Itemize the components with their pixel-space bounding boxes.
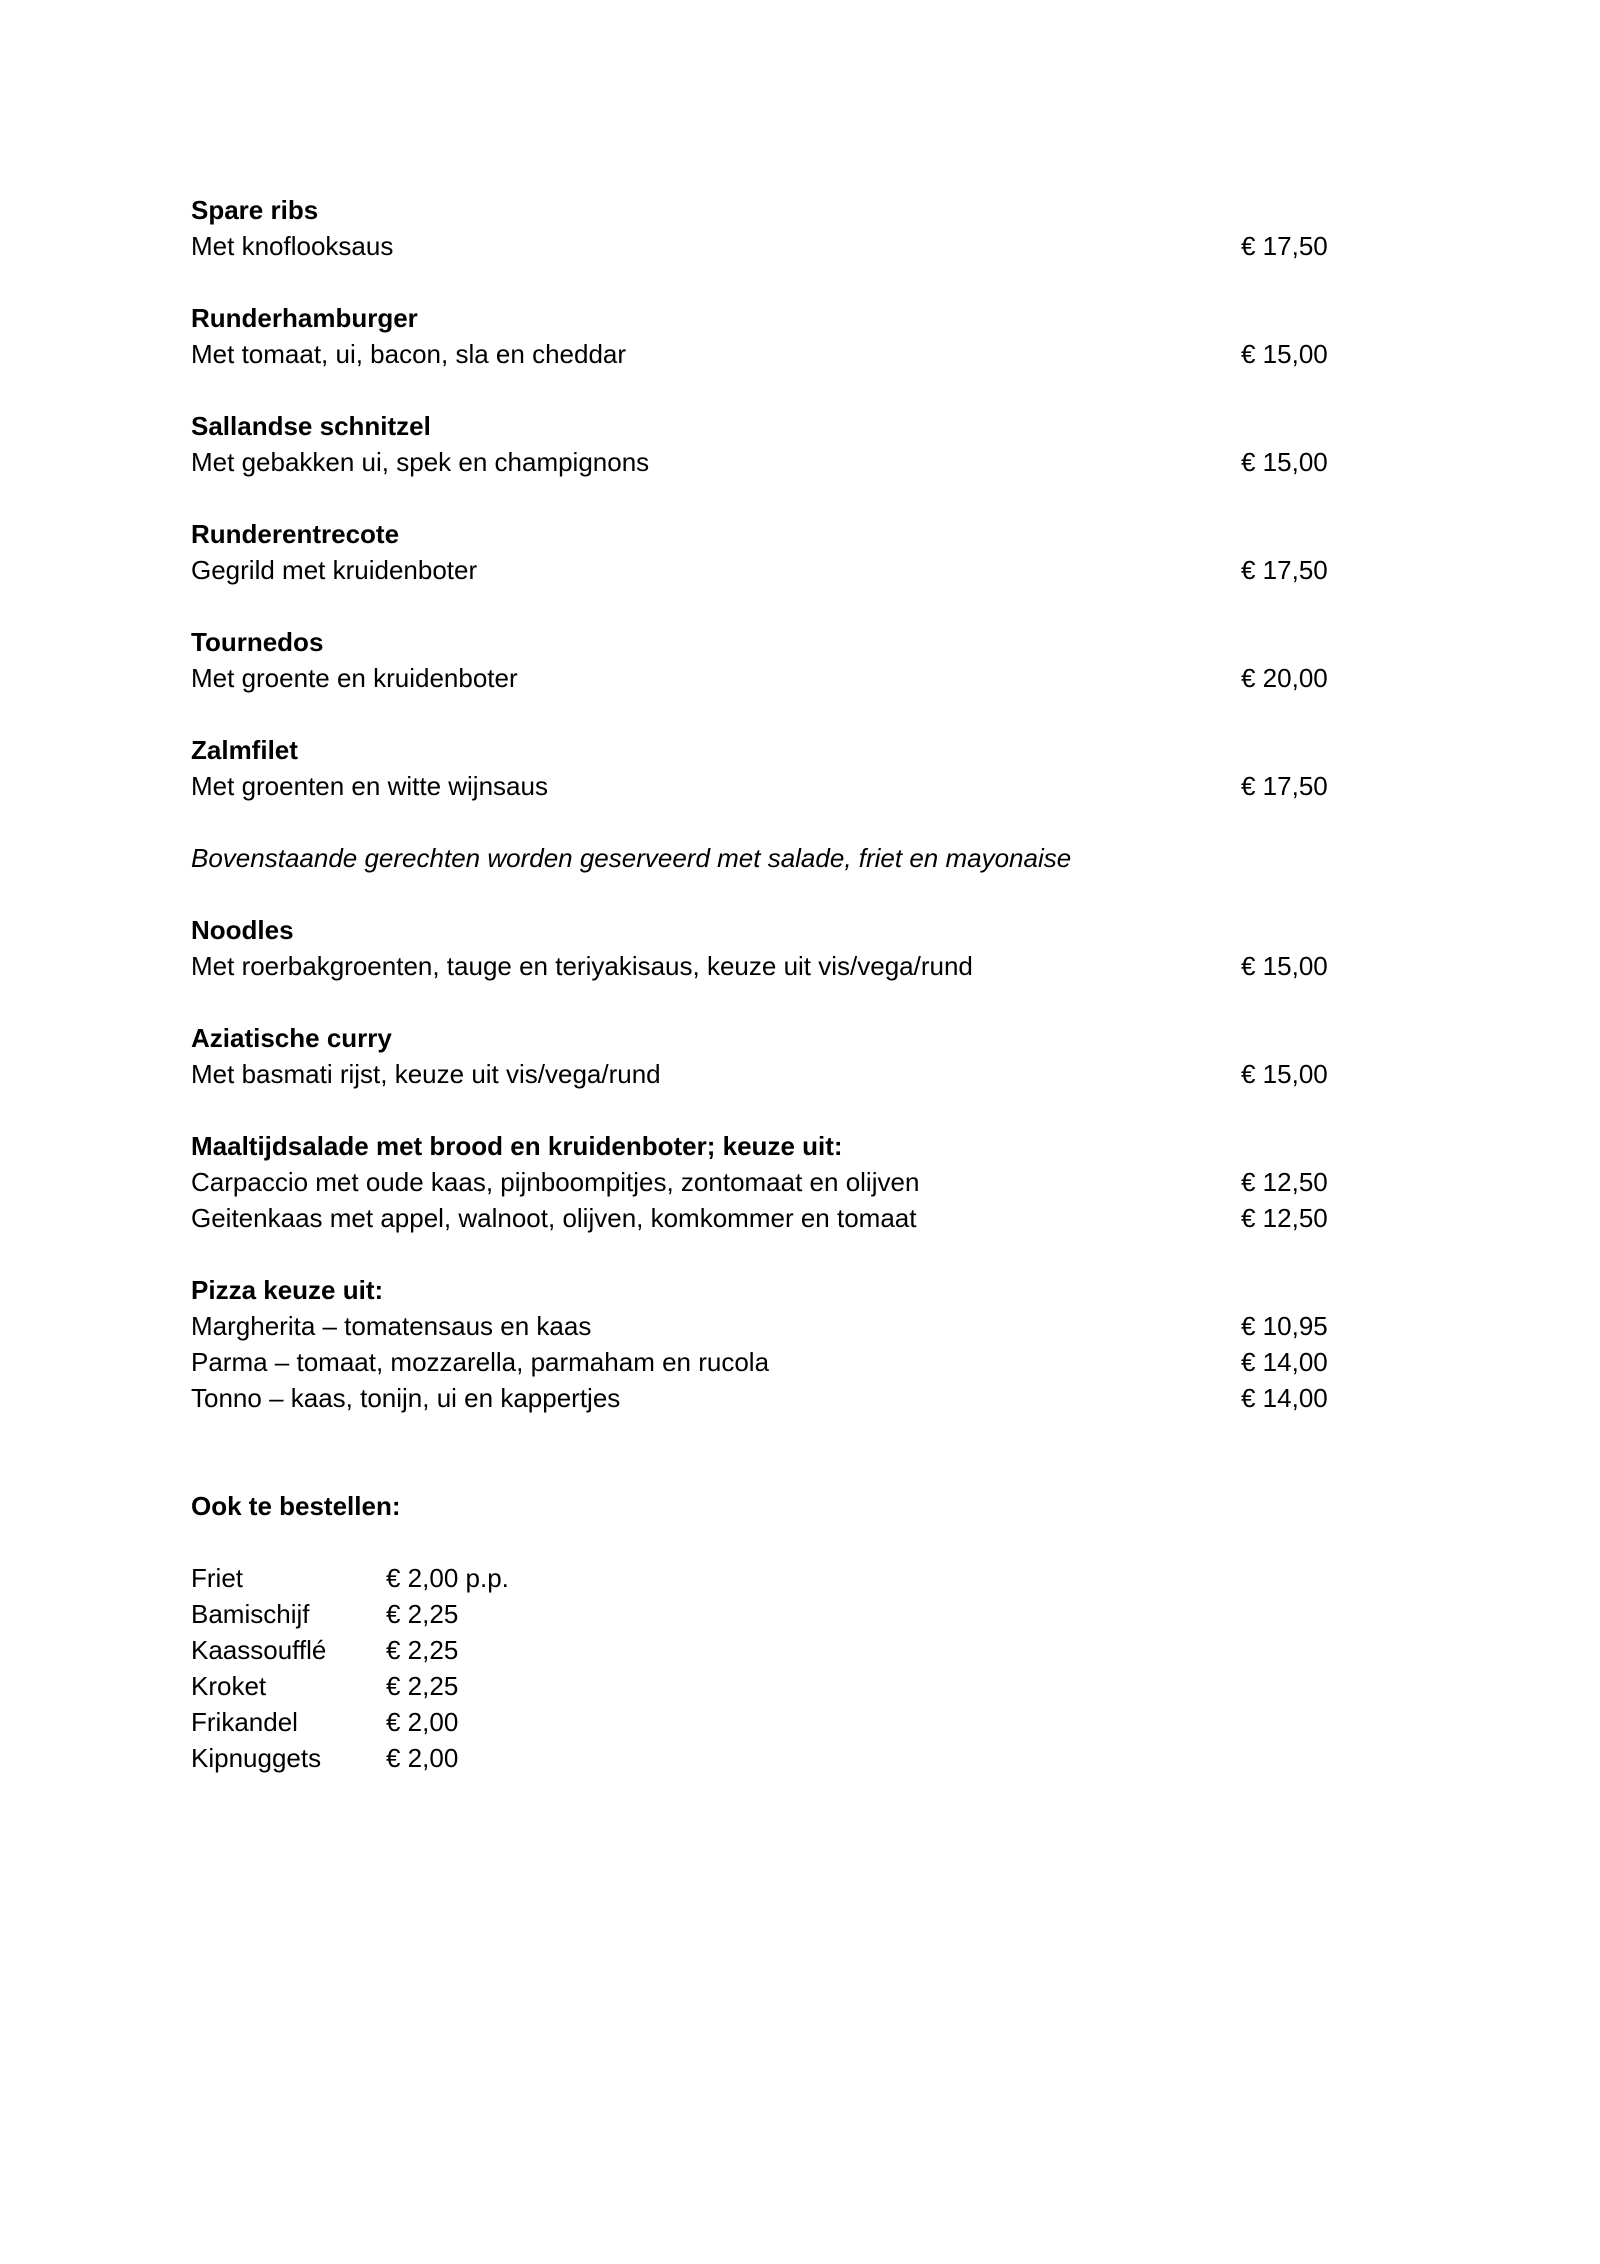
dish-price: € 15,00 — [1241, 951, 1328, 981]
extra-price: € 2,25 — [386, 1671, 459, 1701]
dish-tournedos — [191, 624, 1341, 696]
serving-note: Bovenstaande gerechten worden geserveerd met salade, friet en mayonaise — [191, 843, 1072, 873]
list-item — [191, 1704, 1341, 1740]
dish-name: Sallandse schnitzel — [191, 411, 431, 441]
dish-name: Tournedos — [191, 627, 324, 657]
extra-price: € 2,00 — [386, 1707, 459, 1737]
extra-price: € 2,25 — [386, 1599, 459, 1629]
pizza-price: € 10,95 — [1241, 1311, 1328, 1341]
extra-name: Friet — [191, 1563, 243, 1593]
dish-runderhamburger — [191, 300, 1341, 372]
list-item — [191, 1344, 1341, 1380]
dish-description: Met roerbakgroenten, tauge en teriyakisaus, keuze uit vis/vega/rund — [191, 951, 973, 981]
dish-price: € 17,50 — [1241, 555, 1328, 585]
menu-page — [191, 192, 1341, 1776]
dish-description: Met groente en kruidenboter — [191, 663, 518, 693]
dish-description: Met basmati rijst, keuze uit vis/vega/rund — [191, 1059, 661, 1089]
extra-name: Bamischijf — [191, 1599, 310, 1629]
extra-name: Kroket — [191, 1671, 267, 1701]
dish-zalmfilet — [191, 732, 1341, 804]
pizza-description: Margherita – tomatensaus en kaas — [191, 1311, 592, 1341]
dish-price: € 15,00 — [1241, 339, 1328, 369]
pizza-price: € 14,00 — [1241, 1347, 1328, 1377]
dish-price: € 20,00 — [1241, 663, 1328, 693]
dish-price: € 15,00 — [1241, 447, 1328, 477]
dish-description: Met gebakken ui, spek en champignons — [191, 447, 650, 477]
dish-noodles — [191, 912, 1341, 984]
salad-description: Geitenkaas met appel, walnoot, olijven, komkommer en tomaat — [191, 1203, 917, 1233]
dish-name: Aziatische curry — [191, 1023, 392, 1053]
salad-description: Carpaccio met oude kaas, pijnboompitjes, zontomaat en olijven — [191, 1167, 920, 1197]
salad-price: € 12,50 — [1241, 1203, 1328, 1233]
dish-aziatische-curry — [191, 1020, 1341, 1092]
dish-name: Runderhamburger — [191, 303, 418, 333]
list-item — [191, 1596, 1341, 1632]
dish-name: Runderentrecote — [191, 519, 400, 549]
list-item — [191, 1380, 1341, 1416]
dish-price: € 17,50 — [1241, 231, 1328, 261]
extra-name: Frikandel — [191, 1707, 298, 1737]
dish-price: € 15,00 — [1241, 1059, 1328, 1089]
extra-name: Kipnuggets — [191, 1743, 322, 1773]
list-item — [191, 1560, 1341, 1596]
dish-name: Noodles — [191, 915, 294, 945]
extras-title: Ook te bestellen: — [191, 1491, 401, 1521]
pizza-description: Tonno – kaas, tonijn, ui en kappertjes — [191, 1383, 621, 1413]
dish-spare-ribs — [191, 192, 1341, 264]
pizza-description: Parma – tomaat, mozzarella, parmaham en rucola — [191, 1347, 770, 1377]
dish-sallandse-schnitzel — [191, 408, 1341, 480]
extras-list — [191, 1560, 1341, 1776]
pizza-section — [191, 1272, 1341, 1416]
extra-price: € 2,00 — [386, 1743, 459, 1773]
dish-name: Spare ribs — [191, 195, 319, 225]
list-item — [191, 1200, 1341, 1236]
list-item — [191, 1164, 1341, 1200]
dish-description: Met tomaat, ui, bacon, sla en cheddar — [191, 339, 627, 369]
dish-description: Met knoflooksaus — [191, 231, 394, 261]
salad-section-title: Maaltijdsalade met brood en kruidenboter; keuze uit: — [191, 1131, 843, 1161]
extra-name: Kaassoufflé — [191, 1635, 327, 1665]
list-item — [191, 1740, 1341, 1776]
dish-description: Met groenten en witte wijnsaus — [191, 771, 548, 801]
extra-price: € 2,25 — [386, 1635, 459, 1665]
extra-price: € 2,00 p.p. — [386, 1563, 509, 1593]
list-item — [191, 1632, 1341, 1668]
pizza-price: € 14,00 — [1241, 1383, 1328, 1413]
pizza-section-title: Pizza keuze uit: — [191, 1275, 384, 1305]
dish-runderentrecote — [191, 516, 1341, 588]
salad-price: € 12,50 — [1241, 1167, 1328, 1197]
dish-price: € 17,50 — [1241, 771, 1328, 801]
list-item — [191, 1308, 1341, 1344]
salad-section — [191, 1128, 1341, 1236]
dish-description: Gegrild met kruidenboter — [191, 555, 478, 585]
dish-name: Zalmfilet — [191, 735, 298, 765]
list-item — [191, 1668, 1341, 1704]
